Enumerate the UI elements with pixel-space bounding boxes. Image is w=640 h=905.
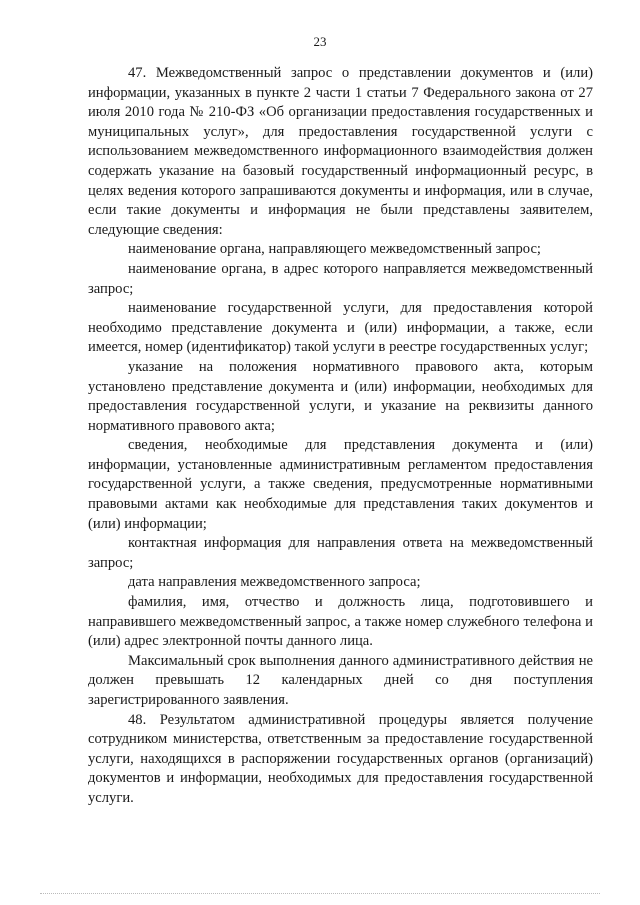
paragraph-48: 48. Результатом административной процедуры является получение сотрудником министерства, ответственным за предоставление государственной услуги, находящихся в распоряжении государственных органов (организаций) документов и информации, необходимых для предоставления государственной услуги. bbox=[88, 711, 593, 806]
list-item: наименование органа, направляющего межведомственный запрос; bbox=[128, 241, 541, 258]
footer-divider bbox=[40, 893, 600, 895]
paragraph-47: 47. Межведомственный запрос о представлении документов и (или) информации, указанных в пункте 2 части 1 статьи 7 Федерального закона от 27 июля 2010 года № 210-ФЗ «Об организации предоставления государственных и муниципальных услуг», для предоставления государственной услуги с использованием межведомственного информационного взаимодействия должен содержать указание на базовый государственный информационный ресурс, в целях ведения которого запрашиваются документы и информация, или в случае, если такие документы и информация не были представлены заявителем, следующие сведения: bbox=[88, 65, 593, 238]
list-item: указание на положения нормативного правового акта, которым установлено представление документа и (или) информации, необходимых для предоставления государственной услуги, и указание на реквизиты данного нормативного правового акта; bbox=[88, 358, 593, 434]
page-number: 23 bbox=[313, 34, 327, 49]
paragraph-deadline: Максимальный срок выполнения данного административного действия не должен превышать 12 календарных дней со дня поступления зарегистрированного заявления. bbox=[88, 652, 593, 708]
list-item: наименование органа, в адрес которого направляется межведомственный запрос; bbox=[88, 260, 593, 297]
document-body bbox=[88, 64, 593, 809]
list-item: сведения, необходимые для представления документа и (или) информации, установленные административным регламентом предоставления государственной услуги, а также сведения, предусмотренные нормативными правовыми актами как необходимые для представления таких документов и (или) информации; bbox=[88, 437, 593, 532]
list-item: фамилия, имя, отчество и должность лица, подготовившего и направившего межведомственный запрос, а также номер служебного телефона и (или) адрес электронной почты данного лица. bbox=[88, 594, 593, 650]
list-item: контактная информация для направления ответа на межведомственный запрос; bbox=[88, 535, 593, 571]
list-item: дата направления межведомственного запроса; bbox=[128, 574, 421, 591]
list-item: наименование государственной услуги, для предоставления которой необходимо представление документа и (или) информации, а также, если имеется, номер (идентификатор) такой услуги в реестре государственных услуг; bbox=[88, 300, 593, 356]
